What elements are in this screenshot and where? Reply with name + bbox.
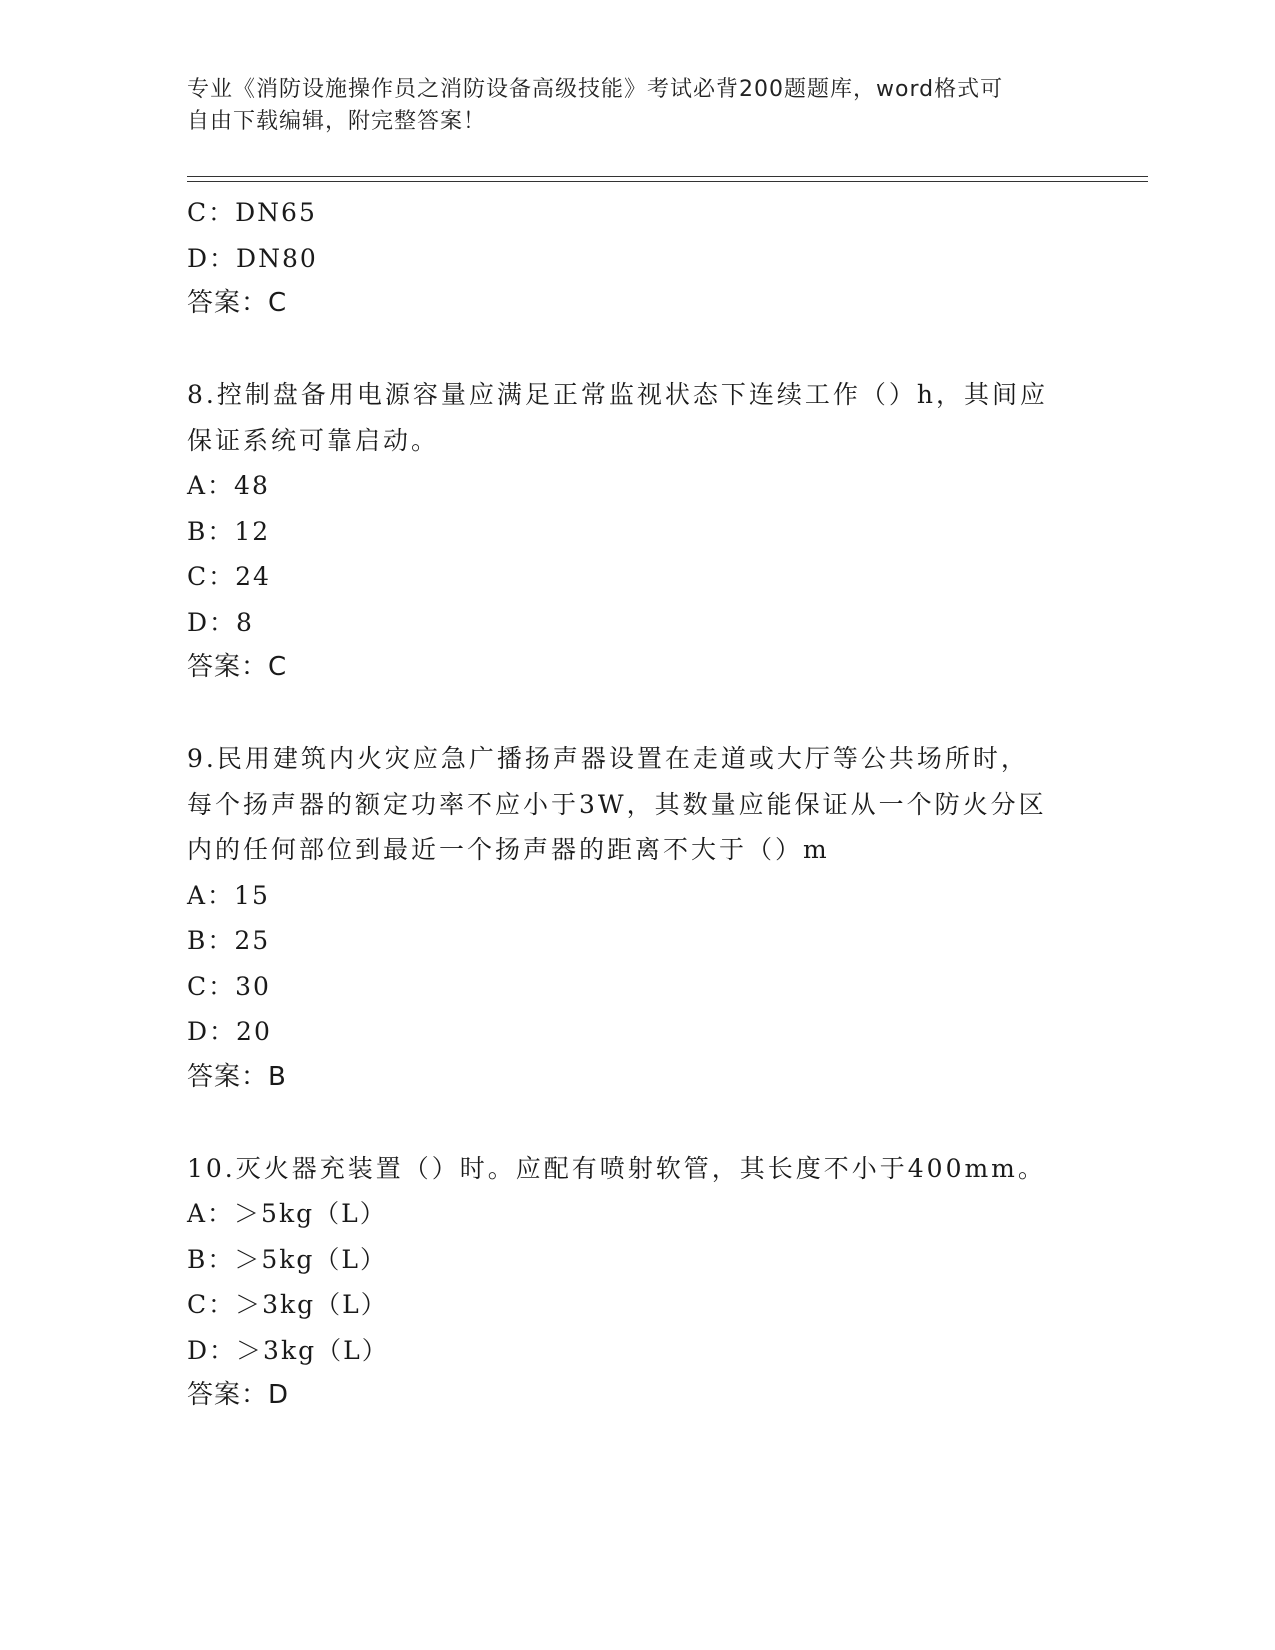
document-header [187, 74, 1067, 138]
question-stem-line: 9.民用建筑内火灾应急广播扬声器设置在走道或大厅等公共场所时， [187, 744, 1029, 773]
spacer [187, 327, 1087, 373]
question-stem-line: 每个扬声器的额定功率不应小于3W，其数量应能保证从一个防火分区 [187, 789, 1047, 819]
option-c: C：＞3kg（L） [187, 1290, 388, 1319]
option-a: A：48 [187, 471, 270, 500]
answer-line: 答案：B [187, 1061, 287, 1092]
header-line-2: 自由下载编辑，附完整答案！ [187, 109, 487, 134]
answer-line: 答案：C [187, 652, 288, 682]
option-b: B：12 [187, 516, 271, 546]
header-divider-top [187, 176, 1148, 177]
option-c: C：DN65 [187, 198, 317, 227]
option-d: D：8 [187, 607, 254, 637]
spacer [187, 691, 1087, 737]
answer-line: 答案：D [187, 1380, 290, 1410]
question-stem-line: 保证系统可靠启动。 [187, 425, 440, 455]
question-10 [187, 1146, 1087, 1419]
option-b: B：＞5kg（L） [187, 1244, 388, 1274]
header-line-1: 专业《消防设施操作员之消防设备高级技能》考试必背200题题库，word格式可 [187, 77, 1004, 102]
question-9 [187, 736, 1087, 1100]
option-c: C：24 [187, 562, 271, 591]
header-divider-bottom [187, 181, 1148, 182]
question-8 [187, 372, 1087, 691]
question-7-tail [187, 190, 1087, 327]
spacer [187, 1100, 1087, 1146]
answer-line: 答案：C [187, 288, 288, 318]
question-stem-line: 10.灭火器充装置（）时。应配有喷射软管，其长度不小于400mm。 [187, 1153, 1046, 1183]
option-d: D：20 [187, 1017, 272, 1046]
option-c: C：30 [187, 971, 271, 1001]
question-stem-line: 8.控制盘备用电源容量应满足正常监视状态下连续工作（）h，其间应 [187, 380, 1048, 409]
option-a: A：＞5kg（L） [187, 1199, 387, 1228]
question-stem-line: 内的任何部位到最近一个扬声器的距离不大于（）m [187, 835, 830, 864]
option-d: D：＞3kg（L） [187, 1335, 389, 1365]
option-a: A：15 [187, 880, 270, 910]
option-d: D：DN80 [187, 243, 318, 273]
option-b: B：25 [187, 926, 271, 955]
document-body [187, 190, 1087, 1419]
